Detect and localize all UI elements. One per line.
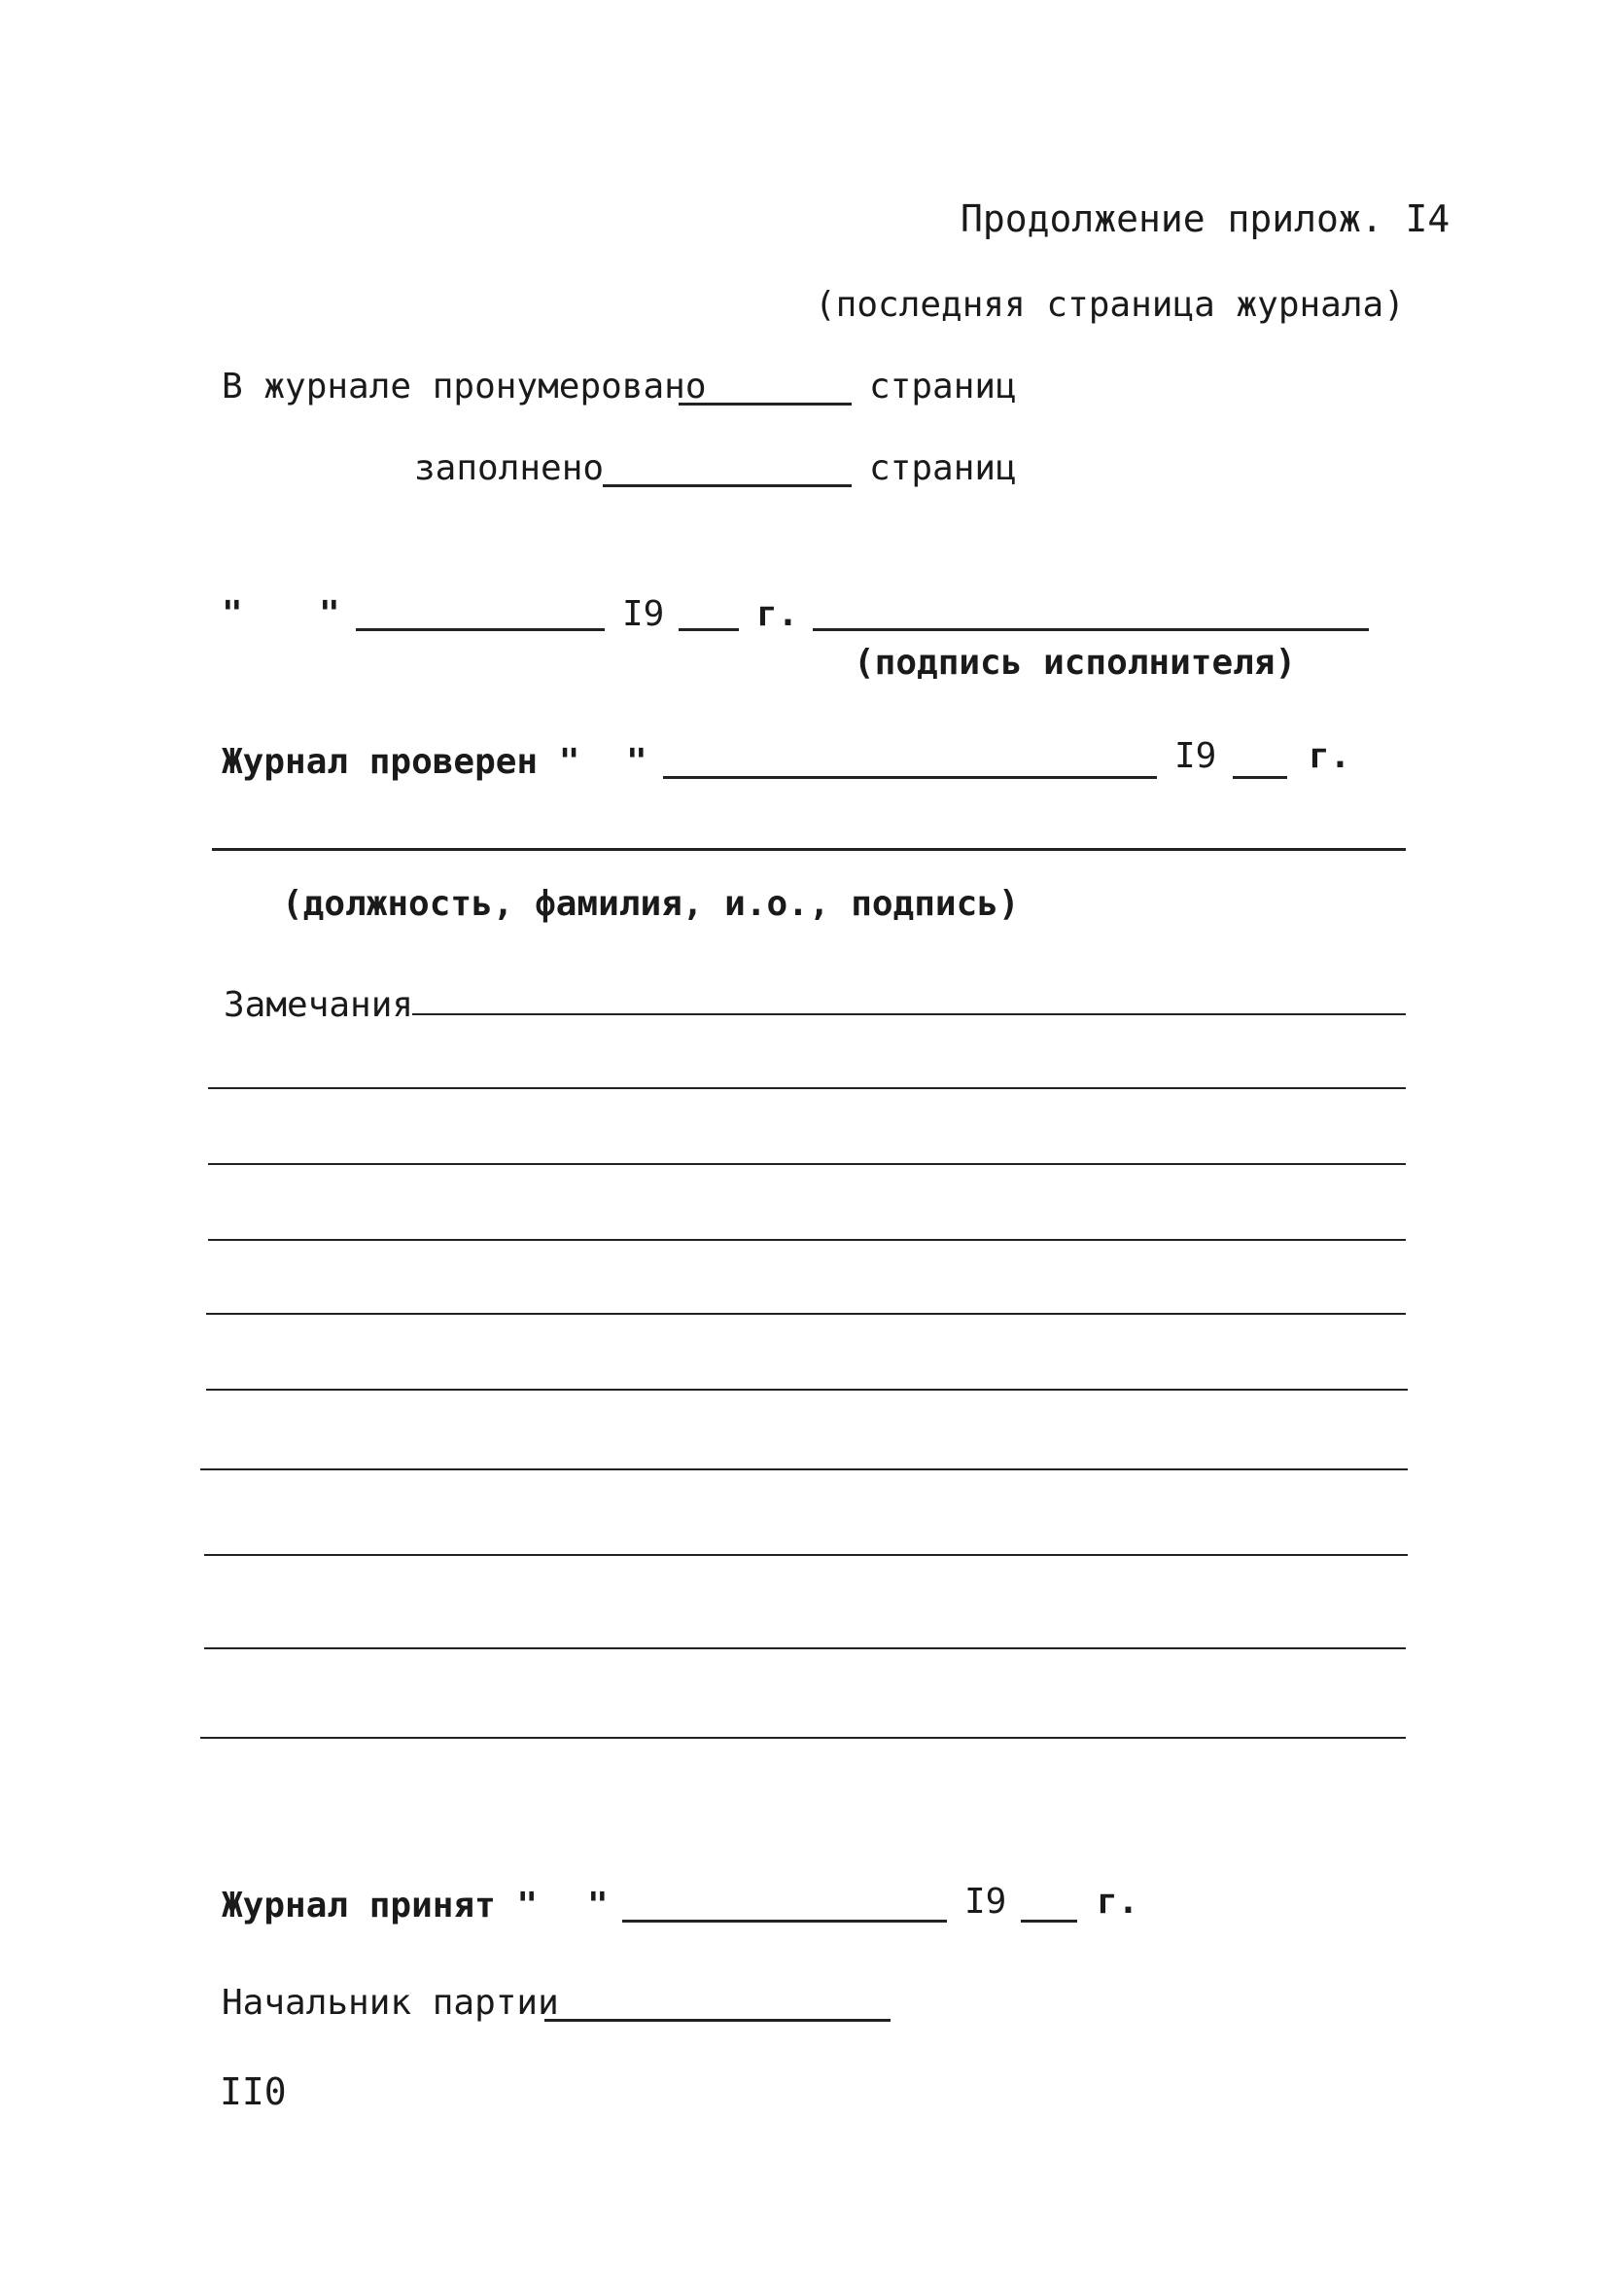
remarks-label: Замечания [224, 985, 414, 1025]
journal-accepted-year-suffix: г. [1097, 1882, 1139, 1922]
remarks-line-10[interactable] [200, 1737, 1406, 1739]
date-year-prefix: I9 [622, 594, 665, 634]
numbered-pages-unit: страниц [869, 367, 1017, 406]
continuation-label: Продолжение прилож. I4 [961, 197, 1451, 240]
filled-pages-unit: страниц [869, 448, 1017, 488]
date-month-blank[interactable] [356, 628, 605, 631]
date-year-blank[interactable] [679, 628, 739, 631]
journal-accepted-year-prefix: I9 [964, 1882, 1007, 1922]
party-chief-signature-blank[interactable] [544, 2019, 891, 2022]
journal-checked-quote-close: " [626, 742, 647, 782]
checker-full-line[interactable] [212, 848, 1406, 851]
subtitle-label: (последняя страница журнала) [815, 285, 1405, 325]
journal-checked-year-blank[interactable] [1233, 776, 1287, 779]
remarks-line-2[interactable] [208, 1087, 1406, 1089]
date-year-suffix: г. [756, 594, 799, 634]
remarks-line-3[interactable] [208, 1163, 1406, 1165]
remarks-line-1[interactable] [412, 1013, 1406, 1015]
journal-accepted-date-blank[interactable] [622, 1920, 947, 1923]
journal-checked-date-blank[interactable] [663, 776, 1157, 779]
remarks-line-7[interactable] [200, 1468, 1408, 1470]
page-number: II0 [220, 2070, 287, 2113]
journal-accepted-label: Журнал принят " [222, 1886, 539, 1925]
journal-checked-year-suffix: г. [1309, 736, 1351, 776]
filled-pages-label: заполнено [414, 448, 605, 488]
executor-signature-caption: (подпись исполнителя) [854, 643, 1297, 683]
journal-accepted-quote-close: " [587, 1886, 609, 1925]
date-quote-close: " [319, 594, 340, 634]
executor-signature-blank[interactable] [813, 628, 1369, 631]
remarks-line-6[interactable] [206, 1389, 1408, 1391]
date-quote-open: " [222, 594, 243, 634]
party-chief-label: Начальник партии [222, 1983, 559, 2023]
remarks-line-5[interactable] [206, 1313, 1406, 1315]
numbered-pages-blank[interactable] [679, 403, 852, 406]
checker-caption: (должность, фамилия, и.о., подпись) [282, 884, 1020, 924]
numbered-pages-label: В журнале пронумеровано [222, 367, 707, 406]
remarks-line-8[interactable] [204, 1554, 1408, 1556]
filled-pages-blank[interactable] [603, 484, 852, 487]
remarks-line-4[interactable] [208, 1239, 1406, 1241]
remarks-line-9[interactable] [204, 1647, 1406, 1649]
journal-checked-year-prefix: I9 [1174, 736, 1217, 776]
journal-accepted-year-blank[interactable] [1021, 1920, 1077, 1923]
journal-checked-label: Журнал проверен " [222, 742, 580, 782]
